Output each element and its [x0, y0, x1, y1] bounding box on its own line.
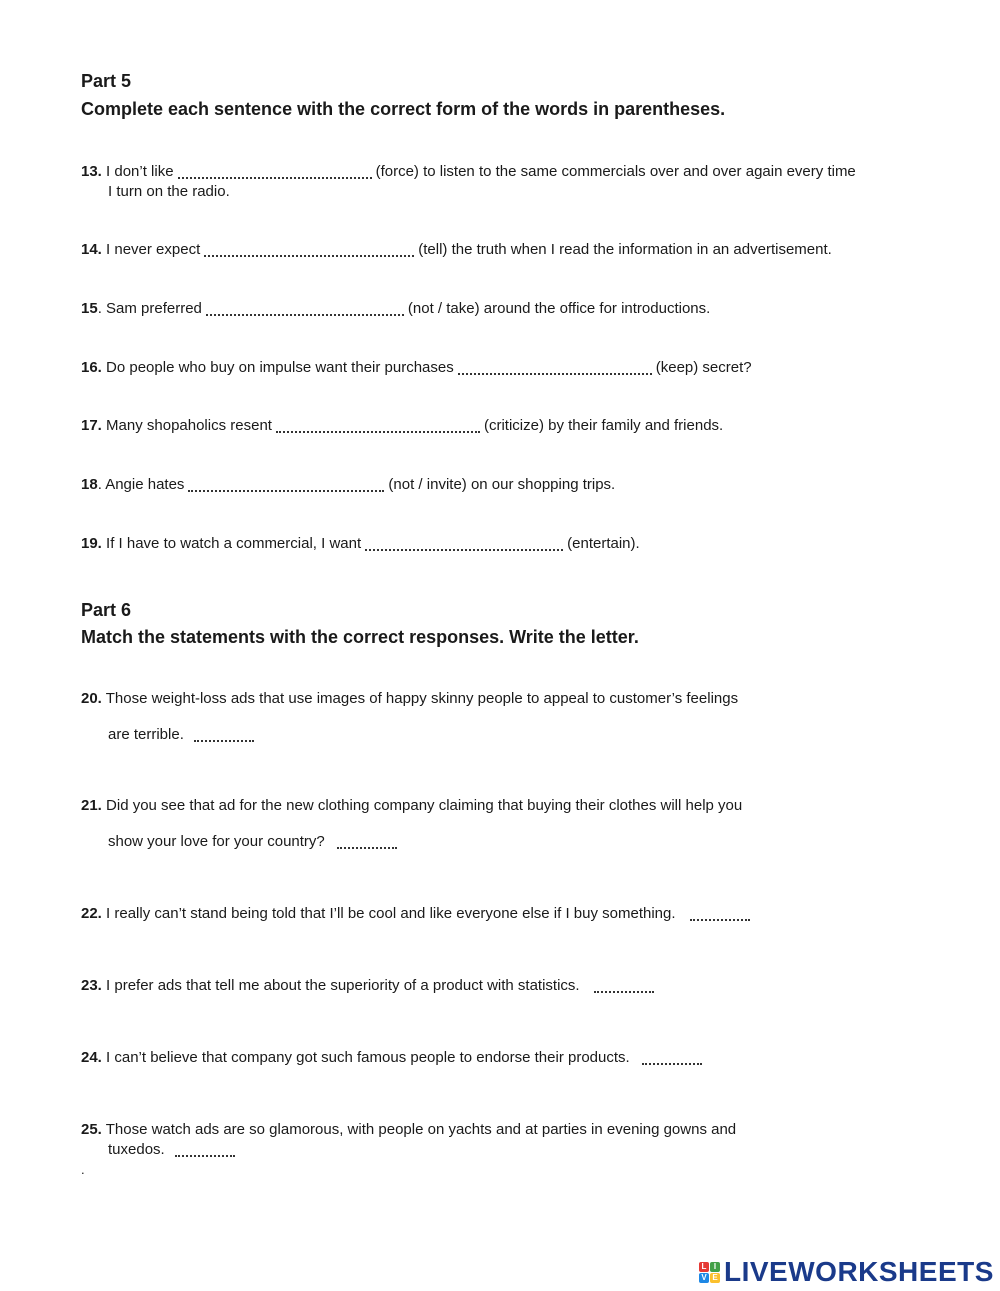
question-text: I really can’t stand being told that I’ll be cool and like everyone else if I buy something. [106, 905, 676, 922]
question-text-before: . Angie hates [97, 476, 185, 493]
question-text-before: I don’t like [106, 163, 174, 180]
question-text: Did you see that ad for the new clothing company claiming that buying their clothes will help you [106, 797, 743, 814]
question-15 [81, 299, 710, 319]
question-25 [81, 1120, 736, 1140]
part5-instruction: Complete each sentence with the correct form of the words in parentheses. [81, 99, 726, 119]
answer-blank[interactable] [594, 981, 654, 993]
logo-mark-icon: L I V E [699, 1262, 720, 1283]
question-number: 14. [81, 241, 102, 258]
question-number: 15 [81, 300, 98, 317]
question-number: 20. [81, 690, 102, 707]
question-text-before: Many shopaholics resent [106, 417, 272, 434]
question-text: I prefer ads that tell me about the superiority of a product with statistics. [106, 977, 580, 994]
part6-title: Part 6 [81, 600, 132, 620]
answer-blank[interactable] [276, 421, 480, 433]
question-text-after: (criticize) by their family and friends. [483, 417, 724, 434]
question-number: 16. [81, 359, 102, 376]
question-text-before: Do people who buy on impulse want their purchases [106, 359, 454, 376]
liveworksheets-logo [699, 1256, 994, 1288]
question-13 [81, 162, 856, 182]
question-text: Those weight-loss ads that use images of happy skinny people to appeal to customer’s feelings [105, 690, 739, 707]
question-number: 22. [81, 905, 102, 922]
question-text-before: If I have to watch a commercial, I want [106, 535, 362, 552]
question-25-line2 [108, 1140, 239, 1160]
answer-blank[interactable] [365, 539, 563, 551]
trailing-mark: . [81, 1162, 85, 1177]
answer-blank[interactable] [204, 245, 414, 257]
part6-instruction: Match the statements with the correct responses. Write the letter. [81, 627, 639, 647]
question-text-after: (force) to listen to the same commercials over and over again every time [375, 163, 856, 180]
answer-blank[interactable] [175, 1145, 235, 1157]
answer-blank[interactable] [458, 363, 652, 375]
question-text-after: (tell) the truth when I read the information in an advertisement. [418, 241, 832, 258]
question-text: are terrible. [108, 726, 184, 743]
answer-blank[interactable] [178, 167, 372, 179]
answer-blank[interactable] [642, 1053, 702, 1065]
question-22 [81, 904, 754, 924]
question-text-after: (not / invite) on our shopping trips. [388, 476, 616, 493]
question-number: 18 [81, 476, 98, 493]
answer-blank[interactable] [206, 304, 404, 316]
logo-text: LIVEWORKSHEETS [724, 1256, 994, 1287]
question-number: 25. [81, 1121, 102, 1138]
question-text-after: (not / take) around the office for introductions. [407, 300, 711, 317]
question-text: tuxedos. [108, 1141, 165, 1158]
question-20 [81, 689, 738, 709]
question-16 [81, 358, 752, 378]
question-13-line2: I turn on the radio. [108, 183, 230, 200]
question-19 [81, 534, 640, 554]
question-number: 13. [81, 163, 102, 180]
answer-blank[interactable] [690, 909, 750, 921]
question-number: 21. [81, 797, 102, 814]
question-21 [81, 796, 742, 816]
question-text: show your love for your country? [108, 833, 325, 850]
question-20-line2 [108, 725, 258, 745]
question-text-after: (entertain). [567, 535, 640, 552]
part5-title: Part 5 [81, 71, 132, 91]
answer-blank[interactable] [337, 837, 397, 849]
question-text-after: (keep) secret? [655, 359, 752, 376]
answer-blank[interactable] [194, 730, 254, 742]
answer-blank[interactable] [188, 480, 384, 492]
question-24 [81, 1048, 706, 1068]
question-text-before: I never expect [106, 241, 201, 258]
question-18 [81, 475, 615, 495]
question-number: 23. [81, 977, 102, 994]
question-text-before: . Sam preferred [97, 300, 202, 317]
question-number: 19. [81, 535, 102, 552]
question-21-line2 [108, 832, 401, 852]
question-number: 17. [81, 417, 102, 434]
question-14 [81, 240, 832, 260]
question-number: 24. [81, 1049, 102, 1066]
question-text: Those watch ads are so glamorous, with people on yachts and at parties in evening gowns and [105, 1121, 737, 1138]
question-text: I can’t believe that company got such famous people to endorse their products. [106, 1049, 630, 1066]
question-17 [81, 416, 723, 436]
question-23 [81, 976, 658, 996]
